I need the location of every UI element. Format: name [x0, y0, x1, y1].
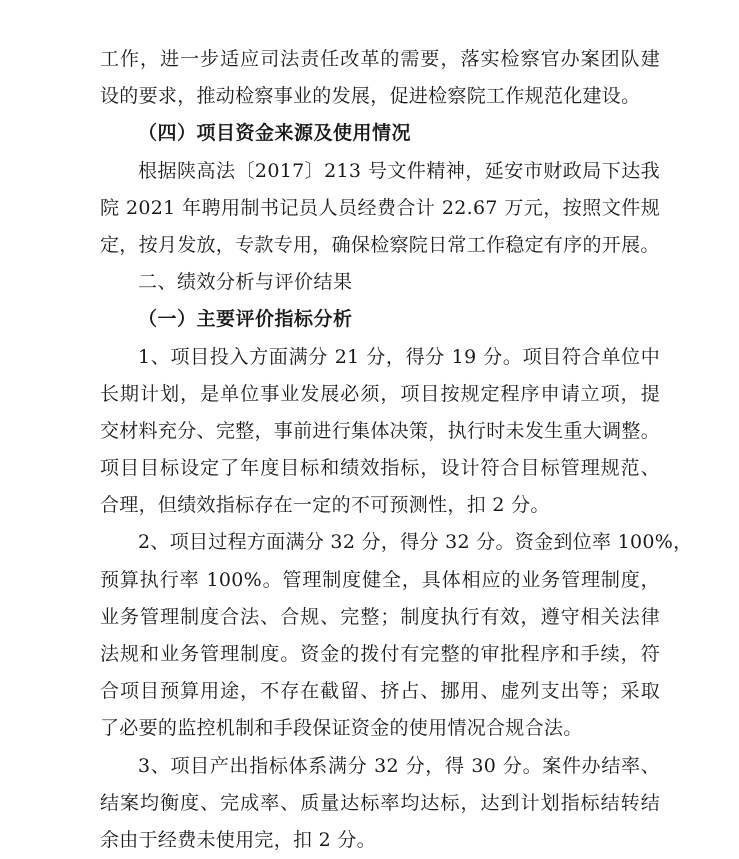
- text-line: 法规和业务管理制度。资金的拨付有完整的审批程序和手续，符: [100, 643, 660, 665]
- text-line: 业务管理制度合法、合规、完整；制度执行有效，遵守相关法律: [100, 605, 660, 628]
- text-line: 交材料充分、完整，事前进行集体决策，执行时未发生重大调整。: [100, 419, 660, 442]
- text-line: 定，按月发放，专款专用，确保检察院日常工作稳定有序的开展。: [100, 233, 660, 256]
- document-page: [100, 41, 693, 859]
- text-line: 根据陕高法〔2017〕213 号文件精神，延安市财政局下达我: [138, 159, 660, 182]
- text-line: 设的要求，推动检察事业的发展，促进检察院工作规范化建设。: [100, 85, 641, 108]
- text-line: 长期计划，是单位事业发展必须，项目按规定程序申请立项，提: [100, 382, 660, 405]
- subsection-heading-indicators: （一）主要评价指标分析: [138, 308, 353, 331]
- text-line: 2、项目过程方面满分 32 分，得分 32 分。资金到位率 100%，: [138, 531, 693, 554]
- text-line: 结案均衡度、完成率、质量达标率均达标，达到计划指标结转结: [100, 791, 660, 814]
- text-line: 合项目预算用途，不存在截留、挤占、挪用、虚列支出等；采取: [100, 680, 660, 703]
- text-line: 余由于经费未使用完，扣 2 分。: [100, 828, 376, 851]
- text-line: 1、项目投入方面满分 21 分，得分 19 分。项目符合单位中: [138, 345, 660, 368]
- text-line: 了必要的监控机制和手段保证资金的使用情况合规合法。: [100, 717, 583, 740]
- section-heading-funding: （四）项目资金来源及使用情况: [138, 122, 412, 145]
- text-line: 项目目标设定了年度目标和绩效指标，设计符合目标管理规范、: [100, 457, 660, 480]
- text-line: 3、项目产出指标体系满分 32 分，得 30 分。案件办结率、: [138, 754, 660, 777]
- text-line: 预算执行率 100%。管理制度健全，具体相应的业务管理制度，: [100, 568, 660, 591]
- text-line: 院 2021 年聘用制书记员人员经费合计 22.67 万元，按照文件规: [100, 196, 660, 219]
- section-heading-performance: 二、绩效分析与评价结果: [138, 271, 353, 294]
- text-line: 合理，但绩效指标存在一定的不可预测性，扣 2 分。: [100, 494, 550, 517]
- text-line: 工作，进一步适应司法责任改革的需要，落实检察官办案团队建: [100, 48, 660, 70]
